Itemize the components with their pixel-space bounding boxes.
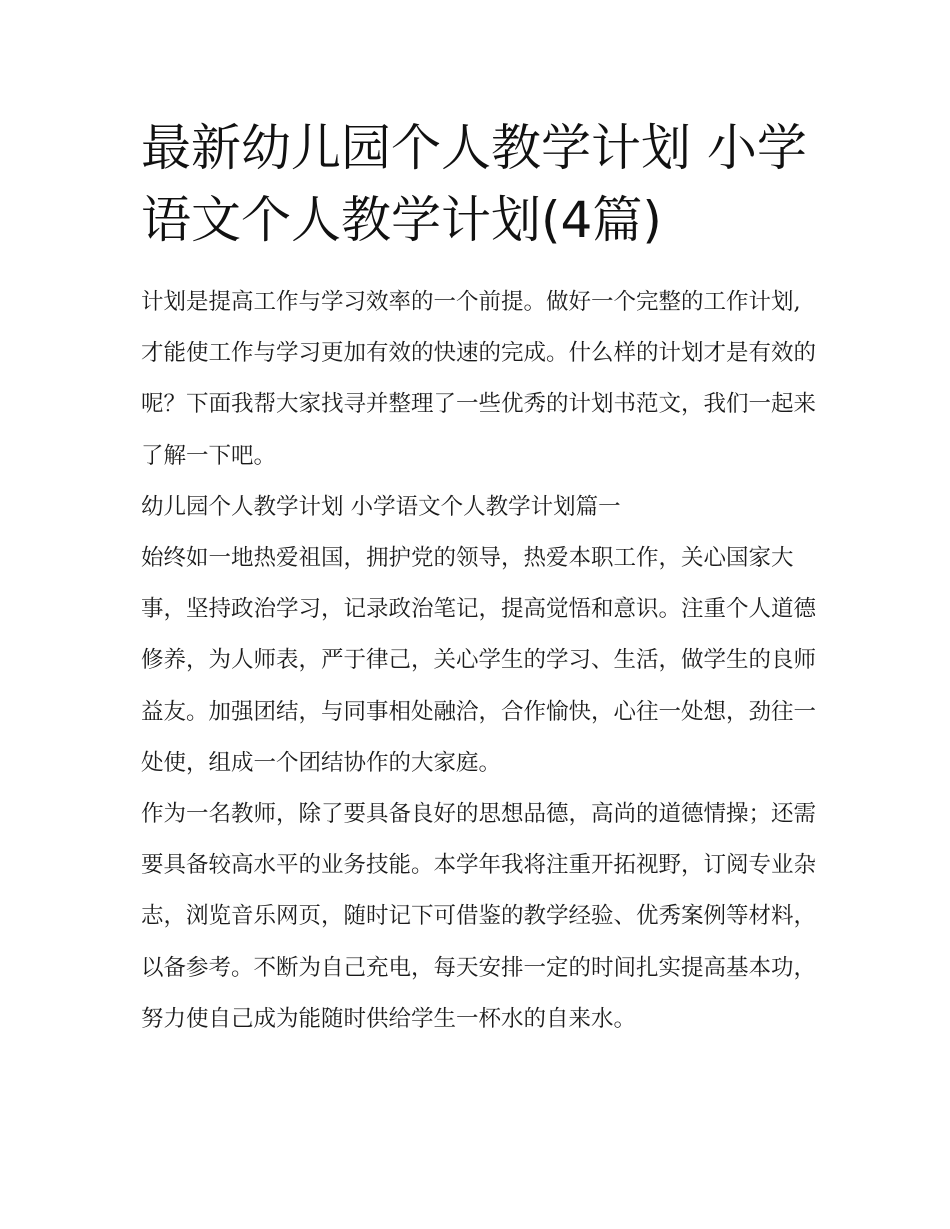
section-heading: 幼儿园个人教学计划 小学语文个人教学计划篇一 xyxy=(141,493,621,520)
intro-paragraph: 计划是提高工作与学习效率的一个前提。做好一个完整的工作计划,才能使工作与学习更加有效的快速的完成。什么样的计划才是有效的呢？下面我帮大家找寻并整理了一些优秀的计划书范文，我们一起来了解一下吧。 xyxy=(141,289,817,469)
document-title: 最新幼儿园个人教学计划 小学语文个人教学计划(4篇) xyxy=(141,119,807,249)
document-body xyxy=(141,277,821,1045)
body-paragraph: 始终如一地热爱祖国，拥护党的领导，热爱本职工作，关心国家大事，坚持政治学习，记录政治笔记，提高觉悟和意识。注重个人道德修养，为人师表，严于律己，关心学生的学习、生活，做学生的良师益友。加强团结，与同事相处融洽，合作愉快，心往一处想，劲往一处使，组成一个团结协作的大家庭。 xyxy=(141,545,817,776)
body-paragraph: 作为一名教师，除了要具备良好的思想品德，高尚的道德情操；还需要具备较高水平的业务技能。本学年我将注重开拓视野，订阅专业杂志，浏览音乐网页，随时记下可借鉴的教学经验、优秀案例等材料，以备参考。不断为自己充电，每天安排一定的时间扎实提高基本功，努力使自己成为能随时供给学生一杯水的自来水。 xyxy=(141,801,817,1032)
